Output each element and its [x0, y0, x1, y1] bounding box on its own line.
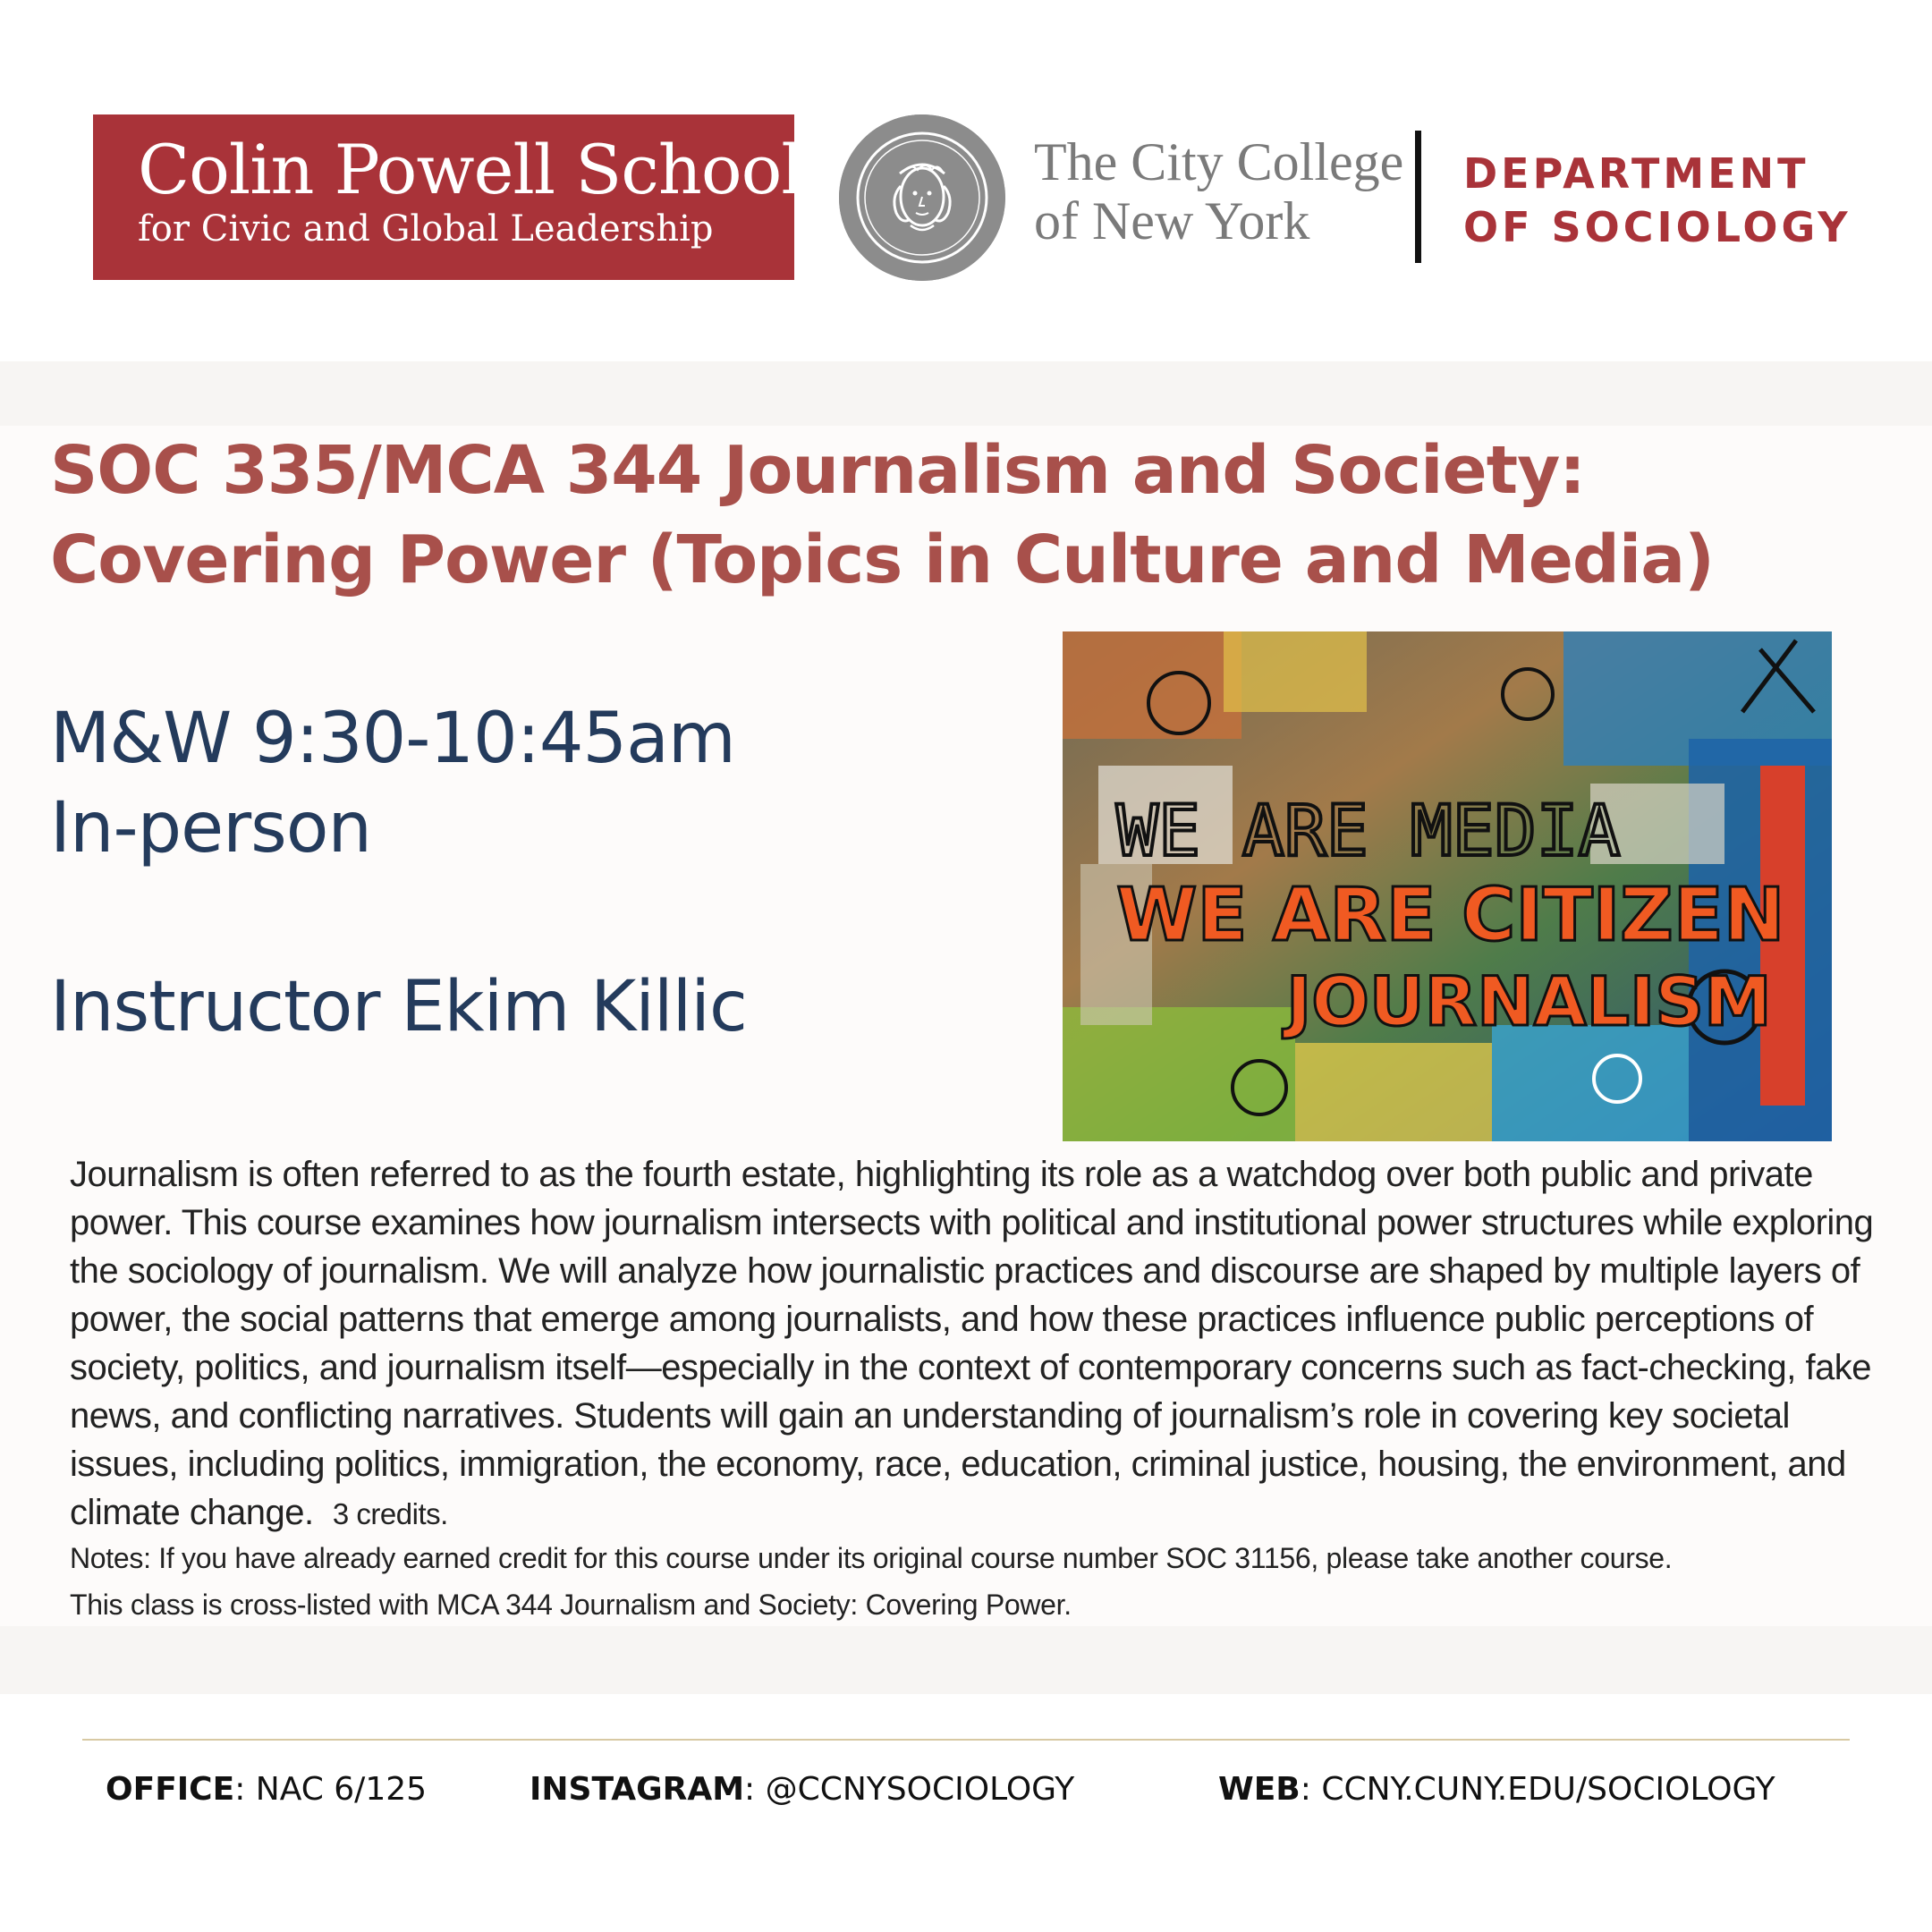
delivery-mode: In-person	[50, 788, 371, 869]
graffiti-text-citizen: WE ARE CITIZEN	[1116, 873, 1785, 958]
course-description	[70, 1150, 1885, 1538]
school-subtitle: for Civic and Global Leadership	[138, 208, 714, 250]
notes-line2: This class is cross-listed with MCA 344 Journalism and Society: Covering Power.	[70, 1589, 1072, 1621]
course-title	[50, 426, 1893, 605]
department-name	[1463, 147, 1852, 254]
department-line1: DEPARTMENT	[1463, 149, 1809, 198]
header-divider	[1415, 131, 1421, 263]
course-title-line1: SOC 335/MCA 344 Journalism and Society:	[50, 432, 1585, 509]
graffiti-photo	[1063, 631, 1832, 1141]
instructor: Instructor Ekim Killic	[50, 967, 747, 1047]
credits: 3 credits.	[332, 1497, 448, 1530]
footer-office	[106, 1767, 427, 1812]
instagram-label: INSTAGRAM	[530, 1771, 745, 1808]
school-name: Colin Powell School	[138, 130, 802, 209]
office-label: OFFICE	[106, 1771, 235, 1808]
colin-powell-school-logo	[93, 114, 802, 280]
instagram-handle[interactable]: : @CCNYSOCIOLOGY	[744, 1771, 1075, 1808]
footer-rule	[82, 1739, 1850, 1741]
office-value: : NAC 6/125	[234, 1771, 428, 1808]
city-college-wordmark	[1034, 132, 1403, 250]
footer-instagram[interactable]	[530, 1767, 1074, 1812]
college-name-line2: of New York	[1034, 191, 1310, 250]
graffiti-text-media: WE ARE MEDIA	[1116, 792, 1621, 872]
department-line2: OF SOCIOLOGY	[1463, 203, 1852, 251]
graffiti-text-journalism: JOURNALISM	[1286, 962, 1772, 1041]
web-label: WEB	[1218, 1771, 1301, 1808]
course-notes	[70, 1535, 1894, 1628]
description-text: Journalism is often referred to as the fourth estate, highlighting its role as a watchdog over both public and private power. This course examines how journalism intersects with political and institutional power structures while exploring the sociology of journalism. We will analyze how journalistic practices and discourse are shaped by multiple layers of power, the social patterns that emerge among journalists, and how these practices influence public perceptions of society, politics, and journalism itself—especially in the context of contemporary concerns such as fact-checking, fake news, and conflicting narratives. Students will gain an understanding of journalism’s role in covering key societal issues, including politics, immigration, the economy, race, education, criminal justice, housing, the environment, and climate change.	[70, 1155, 1874, 1532]
web-link[interactable]: : CCNY.CUNY.EDU/SOCIOLOGY	[1300, 1771, 1775, 1808]
notes-line1: Notes: If you have already earned credit for this course under its original course number SOC 31156, please take another course.	[70, 1542, 1673, 1574]
course-title-line2: Covering Power (Topics in Culture and Media)	[50, 521, 1714, 598]
college-name-line1: The City College	[1034, 132, 1404, 191]
footer-web[interactable]	[1218, 1767, 1775, 1812]
schedule: M&W 9:30-10:45am	[50, 699, 735, 779]
ccny-seal-icon	[839, 114, 1005, 281]
